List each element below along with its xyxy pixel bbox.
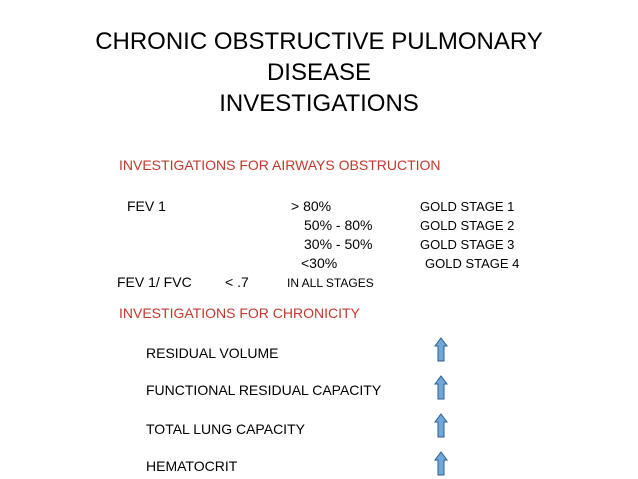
title-line-2: DISEASE — [266, 59, 372, 86]
up-arrow-icon — [434, 375, 448, 400]
fev1-range-2: 50% - 80% — [304, 217, 373, 233]
gold-stage-2: GOLD STAGE 2 — [420, 218, 515, 233]
chronicity-item-residual-volume: RESIDUAL VOLUME — [146, 345, 279, 361]
fev1-label: FEV 1 — [127, 198, 166, 214]
fev1-fvc-value: < .7 — [225, 274, 249, 290]
gold-stage-1: GOLD STAGE 1 — [420, 199, 515, 214]
chronicity-item-tlc: TOTAL LUNG CAPACITY — [146, 421, 305, 437]
title-line-1: CHRONIC OBSTRUCTIVE PULMONARY — [95, 28, 543, 55]
fev1-range-3: 30% - 50% — [304, 236, 373, 252]
airways-heading: INVESTIGATIONS FOR AIRWAYS OBSTRUCTION — [119, 157, 441, 173]
gold-stage-4: GOLD STAGE 4 — [425, 256, 520, 271]
chronicity-item-frc: FUNCTIONAL RESIDUAL CAPACITY — [146, 382, 382, 398]
fev1-range-4: <30% — [301, 255, 338, 271]
fev1-fvc-note: IN ALL STAGES — [287, 276, 374, 290]
fev1-fvc-label: FEV 1/ FVC — [117, 274, 192, 290]
chronicity-item-hematocrit: HEMATOCRIT — [146, 458, 238, 474]
gold-stage-3: GOLD STAGE 3 — [420, 237, 515, 252]
slide-title — [0, 26, 638, 119]
title-line-3: INVESTIGATIONS — [219, 90, 419, 117]
up-arrow-icon — [434, 451, 448, 476]
fev1-range-1: > 80% — [291, 198, 332, 214]
up-arrow-icon — [434, 337, 448, 362]
chronicity-heading: INVESTIGATIONS FOR CHRONICITY — [119, 305, 360, 321]
up-arrow-icon — [434, 413, 448, 438]
